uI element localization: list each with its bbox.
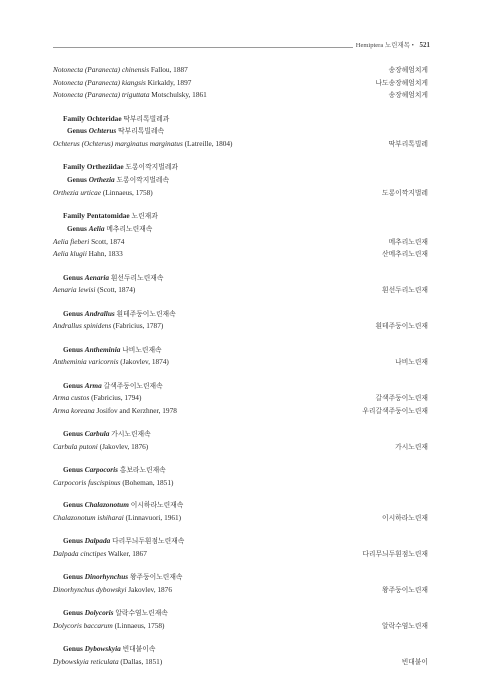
genus-name: Arma xyxy=(84,380,102,390)
genus-prefix: Genus xyxy=(63,465,83,475)
species-row xyxy=(53,138,428,151)
family-label: Family Pentatomidae xyxy=(63,211,130,221)
species-author: (Linnaeus, 1758) xyxy=(102,187,153,197)
header-bullet: • xyxy=(411,42,414,49)
genus-prefix: Genus xyxy=(63,308,83,318)
genus-heading xyxy=(53,380,428,393)
species-author: (Jakovlev, 1876) xyxy=(99,441,149,451)
genus-heading xyxy=(53,535,428,548)
genus-prefix: Genus xyxy=(67,223,87,233)
taxon-group xyxy=(53,344,428,369)
genus-korean-name: 도롱이깍지벌레속 xyxy=(116,177,170,185)
species-author: (Jakovlev, 1874) xyxy=(120,357,169,367)
species-entry xyxy=(53,656,162,668)
family-heading xyxy=(53,161,428,174)
genus-name: Ochterus xyxy=(88,126,117,136)
genus-korean-name: 갈색주둥이노린재속 xyxy=(103,382,163,390)
species-row xyxy=(53,236,428,249)
species-row xyxy=(53,441,428,454)
species-author: Motschulsky, 1861 xyxy=(151,90,207,100)
genus-korean-name: 왕주둥이노린재속 xyxy=(129,574,183,582)
header-rule xyxy=(53,47,353,48)
genus-heading xyxy=(53,272,428,285)
species-author: (Fabricius, 1794) xyxy=(91,393,142,403)
species-author: (Linnaeus, 1758) xyxy=(114,620,165,630)
species-korean-name: 송장헤엄치게 xyxy=(388,92,428,100)
species-entry xyxy=(53,138,232,150)
species-name: Arma koreana xyxy=(53,405,95,415)
genus-prefix: Genus xyxy=(63,429,83,439)
genus-name: Orthezia xyxy=(88,175,115,185)
species-row xyxy=(53,656,428,669)
taxon-group xyxy=(53,464,428,488)
species-author: Scott, 1874 xyxy=(91,236,125,246)
genus-prefix: Genus xyxy=(63,644,83,654)
family-korean-name: 도롱이깍지벌레과 xyxy=(125,164,178,172)
species-name: Chalazonotum ishiharai xyxy=(53,512,124,522)
genus-prefix: Genus xyxy=(63,572,83,582)
family-heading xyxy=(53,113,428,126)
species-name: Carbula putoni xyxy=(53,441,98,451)
taxon-group xyxy=(53,380,428,418)
taxon-group xyxy=(53,643,428,668)
species-korean-name: 나도송장헤엄치게 xyxy=(375,79,428,87)
genus-korean-name: 나비노린재속 xyxy=(122,346,162,354)
species-name: Aelia klugii xyxy=(53,249,87,259)
taxon-group xyxy=(53,607,428,632)
species-entry xyxy=(53,392,141,404)
family-label: Family Ortheziidae xyxy=(63,162,124,172)
species-row xyxy=(53,477,428,489)
genus-name: Dalpada xyxy=(84,536,111,546)
family-korean-name: 노린재과 xyxy=(131,213,158,221)
species-entry xyxy=(53,89,207,101)
taxon-group xyxy=(53,535,428,560)
species-entry xyxy=(53,236,124,248)
genus-prefix: Genus xyxy=(67,126,87,136)
species-name: Aelia fieberi xyxy=(53,236,90,246)
species-row xyxy=(53,620,428,633)
species-entry xyxy=(53,405,177,417)
species-author: Fallou, 1887 xyxy=(150,65,188,74)
species-row xyxy=(53,284,428,297)
taxon-group xyxy=(53,113,428,151)
species-row xyxy=(53,584,428,597)
species-entry xyxy=(53,320,163,332)
species-entry xyxy=(53,441,148,453)
genus-korean-name: 홍보라노린재속 xyxy=(119,467,166,475)
species-author: Walker, 1867 xyxy=(108,548,147,558)
genus-name: Dolycoris xyxy=(84,608,114,618)
species-korean-name: 메추리노린재 xyxy=(388,238,428,246)
species-row xyxy=(53,548,428,561)
genus-prefix: Genus xyxy=(63,380,83,390)
species-row xyxy=(53,187,428,200)
genus-korean-name: 다리무늬두흰점노린재속 xyxy=(112,538,185,546)
species-entry xyxy=(53,620,164,632)
genus-heading xyxy=(53,464,428,477)
genus-prefix: Genus xyxy=(63,500,83,510)
genus-heading xyxy=(53,125,428,138)
species-author: Jakovlev, 1876 xyxy=(128,584,172,594)
genus-korean-name: 딱부리톡빌레속 xyxy=(118,128,165,136)
genus-name: Carbula xyxy=(84,429,110,439)
genus-prefix: Genus xyxy=(63,272,83,282)
species-name: Notonecta (Paranecta) kiangsis xyxy=(53,77,146,87)
species-entry xyxy=(53,512,181,524)
species-korean-name: 송장헤엄치게 xyxy=(388,67,428,74)
species-korean-name: 갈색주둥이노린재 xyxy=(375,395,428,403)
species-korean-name: 도롱이깍지벌레 xyxy=(382,189,428,197)
genus-name: Carpocoris xyxy=(84,465,118,475)
genus-name: Andrallus xyxy=(84,308,115,318)
genus-heading xyxy=(53,174,428,187)
species-row xyxy=(53,64,428,77)
family-heading xyxy=(53,210,428,223)
species-entry xyxy=(53,584,172,596)
species-name: Andrallus spinidens xyxy=(53,321,112,331)
species-author: (Fabricius, 1787) xyxy=(113,321,164,331)
genus-heading xyxy=(53,223,428,236)
species-entry xyxy=(53,477,173,489)
taxon-group xyxy=(53,64,428,102)
genus-korean-name: 흰테주둥이노린재속 xyxy=(116,310,176,318)
species-row xyxy=(53,248,428,261)
species-entry xyxy=(53,64,188,76)
species-name: Dinorhynchus dybowskyi xyxy=(53,584,127,594)
genus-korean-name: 알락수염노린재속 xyxy=(115,610,168,618)
family-label: Family Ochteridae xyxy=(63,113,122,123)
species-name: Notonecta (Paranecta) chinensis xyxy=(53,65,150,74)
species-korean-name: 이시하라노린재 xyxy=(382,514,428,522)
species-row xyxy=(53,392,428,405)
species-korean-name: 나비노린재 xyxy=(395,359,428,367)
genus-name: Dybowskyia xyxy=(84,644,121,654)
genus-heading xyxy=(53,344,428,357)
taxon-group xyxy=(53,161,428,199)
species-row xyxy=(53,89,428,102)
running-title: Hemiptera 노린재목 xyxy=(355,42,410,49)
genus-korean-name: 메추리노린재속 xyxy=(106,225,153,233)
species-author: Hahn, 1833 xyxy=(88,249,123,259)
species-name: Ochterus (Ochterus) marginatus marginatus xyxy=(53,139,183,149)
species-entry xyxy=(53,356,169,368)
species-name: Notonecta (Paranecta) triguttata xyxy=(53,90,150,100)
species-name: Dybowskyia reticulata xyxy=(53,656,119,666)
species-korean-name: 다리무늬두흰점노린재 xyxy=(362,550,428,558)
species-entry xyxy=(53,248,123,260)
species-row xyxy=(53,77,428,90)
genus-prefix: Genus xyxy=(63,536,83,546)
genus-prefix: Genus xyxy=(63,344,83,354)
species-row xyxy=(53,512,428,525)
species-author: Kirkaldy, 1897 xyxy=(147,77,192,87)
species-row xyxy=(53,405,428,418)
species-author: Josifov and Kerzhner, 1978 xyxy=(96,405,177,415)
species-name: Dalpada cinctipes xyxy=(53,548,107,558)
species-name: Aenaria lewisi xyxy=(53,285,96,295)
species-korean-name: 빈대붙이 xyxy=(401,658,428,666)
species-entry xyxy=(53,548,147,560)
taxon-group xyxy=(53,499,428,524)
species-author: (Scott, 1874) xyxy=(97,285,136,295)
species-name: Antheminia varicornis xyxy=(53,357,119,367)
species-author: (Latreille, 1804) xyxy=(184,139,233,149)
species-korean-name: 흰선두리노린재 xyxy=(382,287,428,295)
species-korean-name: 딱부리톡빌레 xyxy=(388,141,428,149)
genus-name: Dinorhynchus xyxy=(84,572,129,582)
species-author: (Dallas, 1851) xyxy=(120,656,163,666)
genus-name: Chalazonotum xyxy=(84,500,129,510)
genus-korean-name: 흰선두리노린재속 xyxy=(110,274,164,282)
species-author: (Boheman, 1851) xyxy=(122,477,174,487)
species-korean-name: 가시노린재 xyxy=(395,443,428,451)
genus-heading xyxy=(53,643,428,656)
genus-heading xyxy=(53,499,428,512)
genus-korean-name: 빈대붙이속 xyxy=(122,646,156,654)
taxon-group xyxy=(53,272,428,297)
species-name: Orthezia urticae xyxy=(53,187,102,197)
genus-name: Antheminia xyxy=(84,344,121,354)
genus-name: Aelia xyxy=(88,223,105,233)
family-korean-name: 딱부리톡빌레과 xyxy=(123,115,170,123)
species-korean-name: 우리갈색주둥이노린재 xyxy=(362,407,428,415)
species-korean-name: 흰테주둥이노린재 xyxy=(375,323,428,331)
genus-heading xyxy=(53,308,428,321)
species-row xyxy=(53,356,428,369)
species-entry xyxy=(53,284,135,296)
genus-korean-name: 이시하라노린재속 xyxy=(130,502,184,510)
species-name: Carpocoris fuscispinus xyxy=(53,477,121,487)
taxon-group xyxy=(53,210,428,261)
species-name: Dolycoris baccarum xyxy=(53,620,113,630)
page-number: 521 xyxy=(419,41,430,49)
species-korean-name: 알락수염노린재 xyxy=(382,622,428,630)
genus-prefix: Genus xyxy=(63,608,83,618)
genus-heading xyxy=(53,428,428,441)
running-header xyxy=(356,40,430,49)
genus-heading xyxy=(53,607,428,620)
genus-prefix: Genus xyxy=(67,175,87,185)
checklist-body xyxy=(53,64,428,679)
genus-korean-name: 가시노린재속 xyxy=(111,431,151,439)
taxon-group xyxy=(53,571,428,596)
species-korean-name: 왕주둥이노린재 xyxy=(382,586,428,594)
species-row xyxy=(53,320,428,333)
species-entry xyxy=(53,77,191,89)
species-entry xyxy=(53,187,153,199)
species-korean-name: 산메추리노린재 xyxy=(382,251,428,259)
genus-heading xyxy=(53,571,428,584)
genus-name: Aenaria xyxy=(84,272,110,282)
taxon-group xyxy=(53,308,428,333)
species-name: Arma custos xyxy=(53,393,90,403)
taxon-group xyxy=(53,428,428,453)
species-author: (Linnavuori, 1961) xyxy=(125,512,182,522)
